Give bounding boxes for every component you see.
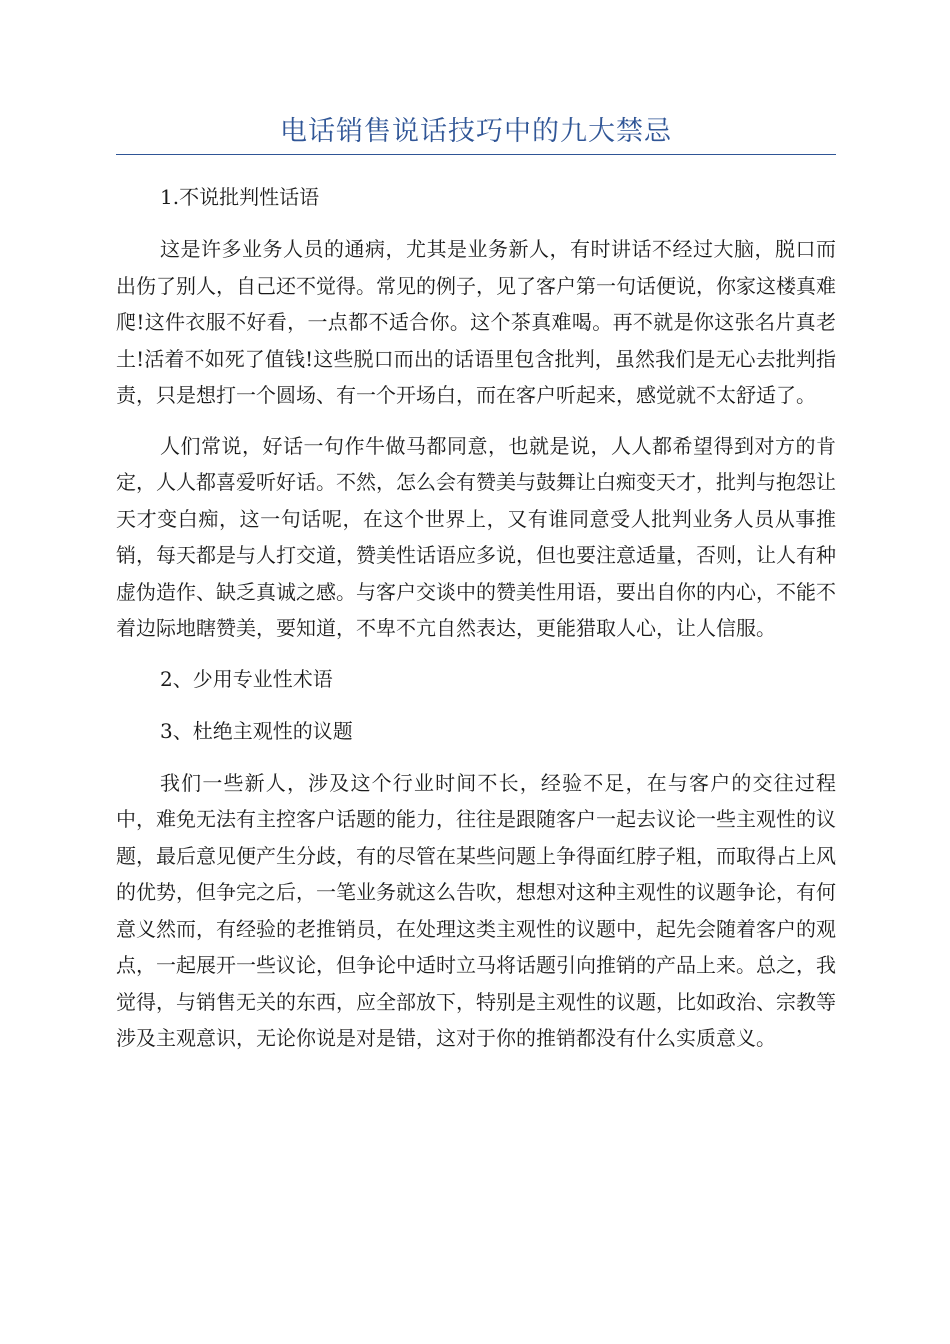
paragraph-1: 这是许多业务人员的通病，尤其是业务新人，有时讲话不经过大脑，脱口而出伤了别人，自己还不觉得。常见的例子，见了客户第一句话便说，你家这楼真难爬!这件衣服不好看，一点都不适合你。这个茶真难喝。再不就是你这张名片真老土!活着不如死了值钱!这些脱口而出的话语里包含批判，虽然我们是无心去批判指责，只是想打一个圆场、有一个开场白，而在客户听起来，感觉就不太舒适了。 [116,237,836,407]
paragraph-2: 人们常说，好话一句作牛做马都同意，也就是说，人人都希望得到对方的肯定，人人都喜爱听好话。不然，怎么会有赞美与鼓舞让白痴变天才，批判与抱怨让天才变白痴，这一句话呢，在这个世界上，又有谁同意受人批判业务人员从事推销，每天都是与人打交道，赞美性话语应多说，但也要注意适量，否则，让人有种虚伪造作、缺乏真诚之感。与客户交谈中的赞美性用语，要出自你的内心，不能不着边际地瞎赞美，要知道，不卑不亢自然表达，更能猎取人心，让人信服。 [116,433,836,640]
section-heading-1: 1.不说批判性话语 [160,185,320,209]
section-heading-3: 3、杜绝主观性的议题 [160,718,353,743]
paragraph-3: 我们一些新人，涉及这个行业时间不长，经验不足，在与客户的交往过程中，难免无法有主控客户话题的能力，往往是跟随客户一起去议论一些主观性的议题，最后意见便产生分歧，有的尽管在某些问题上争得面红脖子粗，而取得占上风的优势，但争完之后，一笔业务就这么告吹，想想对这种主观性的议题争论，有何意义然而，有经验的老推销员，在处理这类主观性的议题中，起先会随着客户的观点，一起展开一些议论，但争论中适时立马将话题引向推销的产品上来。总之，我觉得，与销售无关的东西，应全部放下，特别是主观性的议题，比如政治、宗教等涉及主观意识，无论你说是对是错，这对于你的推销都没有什么实质意义。 [116,770,836,1050]
section-heading-2: 2、少用专业性术语 [160,666,333,691]
document-title: 电话销售说话技巧中的九大禁忌 [116,114,836,155]
document-page [116,0,836,1057]
